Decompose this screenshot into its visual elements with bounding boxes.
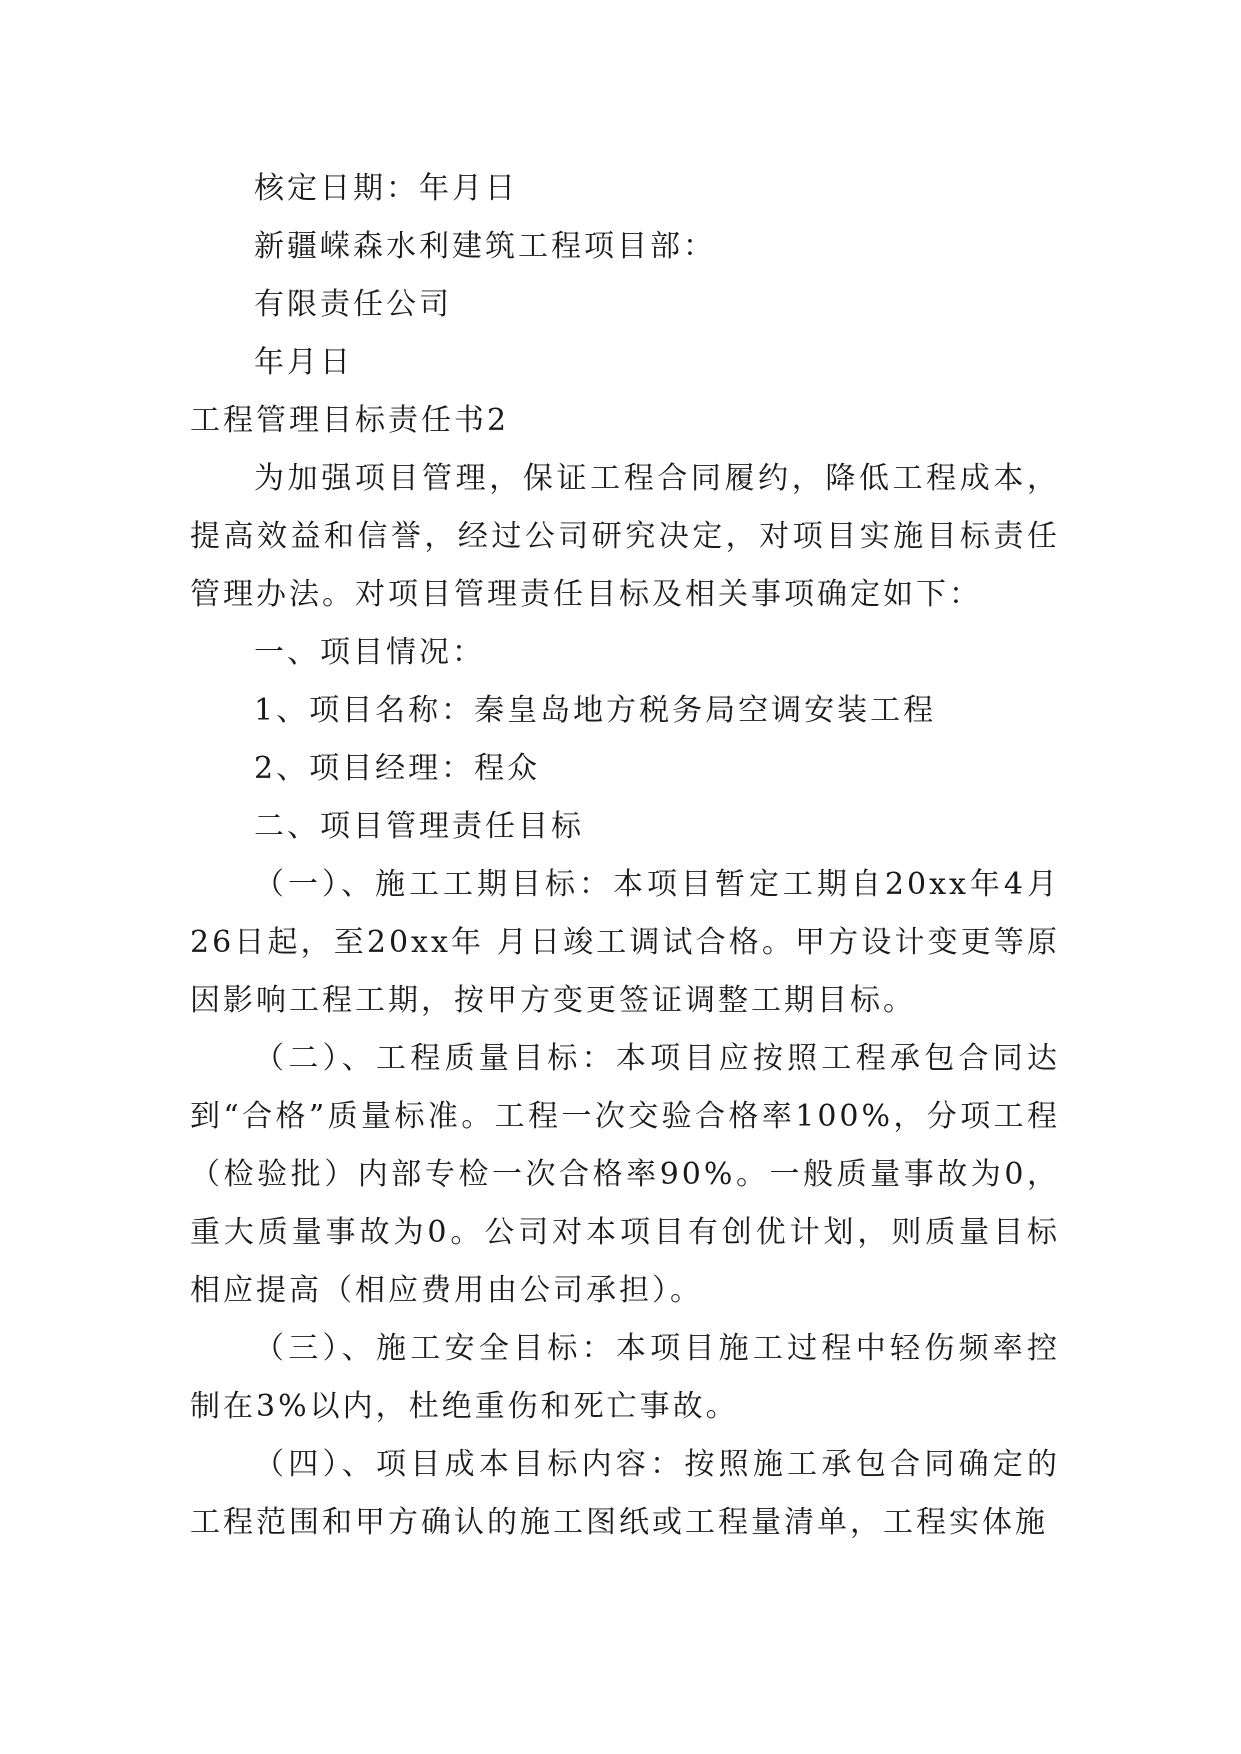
cost-target-paragraph: （四）、项目成本目标内容：按照施工承包合同确定的工程范围和甲方确认的施工图纸或工程量清单，工程实体施: [190, 1447, 1060, 1540]
section-heading-targets: 二、项目管理责任目标: [254, 809, 584, 844]
date-line: 年月日: [254, 345, 353, 380]
project-name-item: 1、项目名称：秦皇岛地方税务局空调安装工程: [254, 693, 937, 728]
project-dept-line: 新疆嵘森水利建筑工程项目部：: [254, 229, 716, 264]
safety-target-paragraph: （三）、施工安全目标：本项目施工过程中轻伤频率控制在3%以内，杜绝重伤和死亡事故。: [190, 1331, 1060, 1424]
intro-paragraph: 为加强项目管理，保证工程合同履约，降低工程成本，提高效益和信誉，经过公司研究决定，对项目实施目标责任管理办法。对项目管理责任目标及相关事项确定如下：: [190, 461, 1060, 612]
schedule-target-paragraph: （一）、施工工期目标：本项目暂定工期自20xx年4月26日起，至20xx年 月日竣工调试合格。甲方设计变更等原因影响工程工期，按甲方变更签证调整工期目标。: [190, 867, 1060, 1018]
company-line: 有限责任公司: [254, 287, 452, 322]
section-heading-project-info: 一、项目情况：: [254, 635, 485, 670]
document-body: [190, 160, 1060, 1552]
quality-target-paragraph: （二）、工程质量目标：本项目应按照工程承包合同达到“合格”质量标准。工程一次交验合格率100%，分项工程（检验批）内部专检一次合格率90%。一般质量事故为0，重大质量事故为0。公司对本项目有创优计划，则质量目标相应提高（相应费用由公司承担）。: [190, 1041, 1060, 1308]
project-manager-item: 2、项目经理：程众: [254, 751, 541, 786]
approval-date-line: 核定日期：年月日: [254, 171, 518, 206]
document-title: 工程管理目标责任书2: [190, 403, 510, 438]
